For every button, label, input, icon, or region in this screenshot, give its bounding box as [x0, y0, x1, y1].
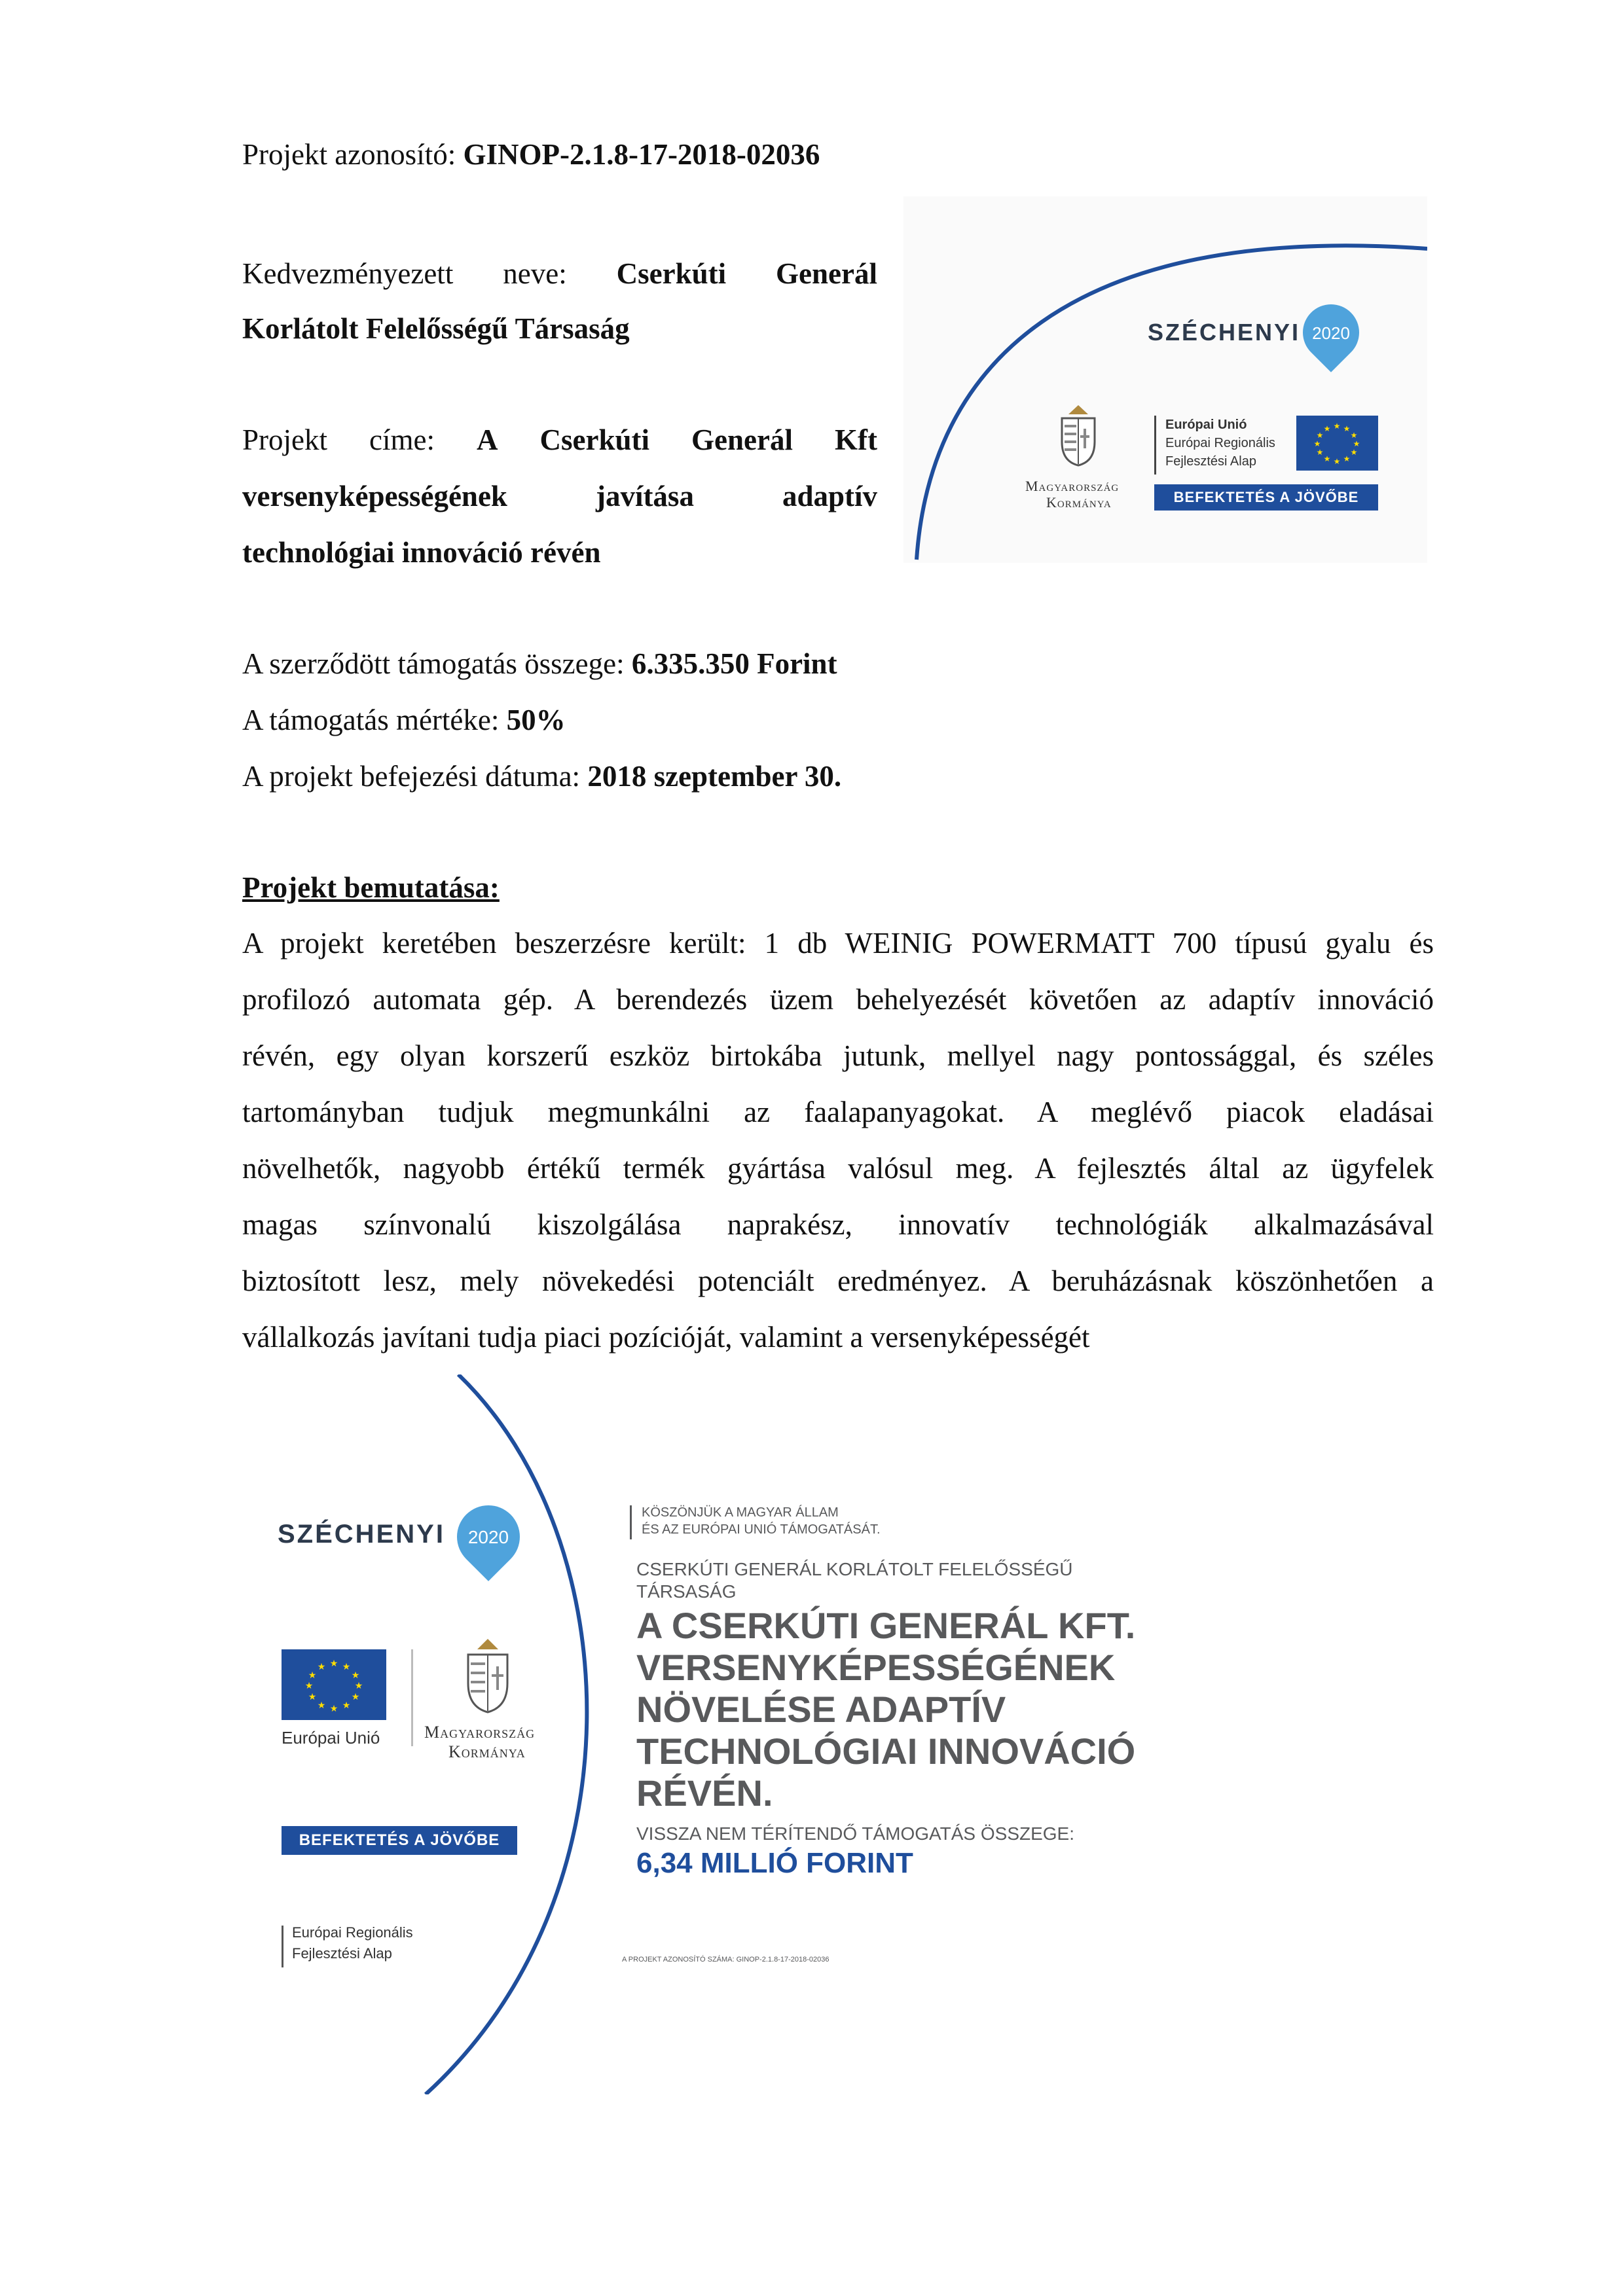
- project-title-line-1: [242, 420, 877, 459]
- end-date-value: 2018 szeptember 30.: [587, 760, 842, 793]
- svg-text:★: ★: [1323, 454, 1331, 463]
- project-title-word-2: Cserkúti: [539, 423, 650, 456]
- poster-project-id: A PROJEKT AZONOSÍTÓ SZÁMA: GINOP-2.1.8-17-2018-02036: [622, 1956, 830, 1964]
- svg-text:★: ★: [354, 1681, 363, 1691]
- svg-text:★: ★: [351, 1692, 360, 1702]
- poster-thanks-line1: KÖSZÖNJÜK A MAGYAR ÁLLAM: [642, 1505, 839, 1520]
- svg-text:★: ★: [1353, 439, 1360, 448]
- project-title-line-3: technológiai innováció révén: [242, 536, 601, 569]
- poster: [236, 1374, 1192, 2094]
- project-title-word-4: Kft: [835, 423, 877, 456]
- beneficiary-label-word-2: neve:: [503, 257, 567, 290]
- logo-top-gov-line1: Magyarország: [1025, 478, 1120, 494]
- project-id-line: [242, 135, 820, 174]
- description-paragraph: [242, 915, 1434, 1365]
- poster-amount-value: 6,34 MILLIÓ FORINT: [636, 1847, 913, 1879]
- description-line: magas színvonalú kiszolgálása naprakész, innovatív technológiák alkalmazásával: [242, 1208, 1434, 1241]
- logo-top-invest-banner: BEFEKTETÉS A JÖVŐBE: [1154, 484, 1378, 511]
- coat-of-arms-icon: [1055, 403, 1101, 468]
- eu-flag-icon: [1296, 416, 1378, 471]
- grant-amount-value: 6.335.350 Forint: [631, 647, 837, 680]
- description-line: A projekt keretében beszerzésre került: 1 db WEINIG POWERMATT 700 típusú gyalu és: [242, 927, 1434, 960]
- svg-text:★: ★: [317, 1662, 326, 1672]
- svg-text:★: ★: [342, 1700, 351, 1711]
- svg-text:★: ★: [1350, 448, 1358, 457]
- project-title-word-1: A: [477, 423, 498, 456]
- poster-logo-divider: [411, 1649, 413, 1746]
- poster-title-line: VERSENYKÉPESSÉGÉNEK: [636, 1647, 1116, 1688]
- svg-text:★: ★: [1333, 457, 1341, 466]
- svg-text:★: ★: [1350, 431, 1358, 440]
- logo-top-eu-line2: Európai Regionális: [1165, 436, 1275, 450]
- poster-company-line2: TÁRSASÁG: [636, 1581, 737, 1602]
- poster-title-line: RÉVÉN.: [636, 1772, 773, 1814]
- svg-text:★: ★: [1343, 424, 1351, 433]
- beneficiary-value-word-1: Cserkúti: [616, 257, 727, 290]
- poster-title-line: TECHNOLÓGIAI INNOVÁCIÓ: [636, 1731, 1136, 1772]
- logo-top-eu-title: Európai Unió: [1165, 418, 1247, 432]
- svg-text:★: ★: [1343, 454, 1351, 463]
- project-title-line2-word-1: versenyképességének: [242, 480, 507, 512]
- poster-gov-line2: Kormánya: [448, 1742, 526, 1761]
- svg-text:★: ★: [1323, 424, 1331, 433]
- logo-top-divider: [1154, 416, 1156, 475]
- svg-text:★: ★: [1316, 448, 1324, 457]
- grant-amount-label: A szerződött támogatás összege:: [242, 647, 632, 680]
- svg-text:★: ★: [317, 1700, 326, 1711]
- szechenyi-logo-top: [903, 196, 1427, 563]
- project-id-label: Projekt azonosító:: [242, 138, 464, 171]
- logo-top-gov-line2: Kormánya: [1046, 494, 1112, 511]
- grant-rate-line: [242, 700, 566, 740]
- svg-text:★: ★: [351, 1670, 360, 1681]
- end-date-label: A projekt befejezési dátuma:: [242, 760, 588, 793]
- poster-title-line: A CSERKÚTI GENERÁL KFT.: [636, 1605, 1136, 1646]
- project-title-word-3: Generál: [691, 423, 793, 456]
- poster-fund-line1: Európai Regionális: [292, 1924, 413, 1941]
- grant-amount-line: [242, 644, 837, 683]
- project-title-line2-word-2: javítása: [595, 480, 694, 512]
- poster-fund-divider: [282, 1926, 283, 1967]
- poster-brand: SZÉCHENYI: [278, 1520, 445, 1549]
- poster-coat-of-arms-icon: [462, 1636, 514, 1715]
- poster-eu-flag-icon: [282, 1649, 386, 1720]
- description-heading: Projekt bemutatása:: [242, 871, 500, 904]
- poster-year: 2020: [467, 1527, 509, 1547]
- beneficiary-value-word-2: Generál: [776, 257, 877, 290]
- grant-rate-value: 50%: [506, 704, 566, 736]
- svg-text:★: ★: [308, 1670, 317, 1681]
- poster-gov-line1: Magyarország: [424, 1723, 536, 1742]
- description-line: biztosított lesz, mely növekedési potenciált eredményez. A beruházásnak köszönhetően a: [242, 1265, 1434, 1297]
- svg-text:★: ★: [329, 1659, 338, 1669]
- project-title-label-word-1: Projekt: [242, 423, 327, 456]
- svg-text:★: ★: [1316, 431, 1324, 440]
- description-line: révén, egy olyan korszerű eszköz birtokába jutunk, mellyel nagy pontossággal, és széles: [242, 1039, 1434, 1072]
- poster-amount-label: VISSZA NEM TÉRÍTENDŐ TÁMOGATÁS ÖSSZEGE:: [636, 1823, 1075, 1844]
- svg-text:★: ★: [329, 1704, 338, 1714]
- poster-eu-label: Európai Unió: [282, 1728, 380, 1748]
- description-line: növelhetők, nagyobb értékű termék gyártása valósul meg. A fejlesztés által az ügyfelek: [242, 1152, 1434, 1185]
- poster-title-line: NÖVELÉSE ADAPTÍV: [636, 1689, 1006, 1730]
- poster-thanks-divider: [630, 1505, 632, 1539]
- description-line: vállalkozás javítani tudja piaci pozícióját, valamint a versenyképességét: [242, 1321, 1090, 1354]
- svg-text:★: ★: [304, 1681, 314, 1691]
- project-title-line2-word-3: adaptív: [782, 480, 877, 512]
- logo-top-brand: SZÉCHENYI: [1148, 319, 1301, 346]
- beneficiary-line-2: Korlátolt Felelősségű Társaság: [242, 312, 630, 345]
- poster-invest-banner: BEFEKTETÉS A JÖVŐBE: [282, 1826, 517, 1855]
- project-title-label-word-2: címe:: [369, 423, 435, 456]
- beneficiary-line-1: [242, 254, 877, 293]
- svg-text:★: ★: [342, 1662, 351, 1672]
- grant-rate-label: A támogatás mértéke:: [242, 704, 507, 736]
- svg-text:★: ★: [1333, 422, 1341, 431]
- svg-text:★: ★: [1313, 439, 1321, 448]
- poster-fund-line2: Fejlesztési Alap: [292, 1945, 392, 1962]
- beneficiary-label-word-1: Kedvezményezett: [242, 257, 454, 290]
- svg-text:★: ★: [308, 1692, 317, 1702]
- logo-top-year: 2020: [1312, 323, 1350, 343]
- project-id-value: GINOP-2.1.8-17-2018-02036: [463, 138, 820, 171]
- poster-thanks-line2: ÉS AZ EURÓPAI UNIÓ TÁMOGATÁSÁT.: [642, 1522, 881, 1537]
- end-date-line: [242, 757, 841, 796]
- description-line: tartományban tudjuk megmunkálni az faalapanyagokat. A meglévő piacok eladásai: [242, 1096, 1434, 1128]
- logo-top-eu-line3: Fejlesztési Alap: [1165, 454, 1256, 469]
- description-line: profilozó automata gép. A berendezés üzem behelyezését követően az adaptív innováció: [242, 983, 1434, 1016]
- poster-company-line1: CSERKÚTI GENERÁL KORLÁTOLT FELELŐSSÉGŰ: [636, 1559, 1073, 1579]
- project-title-line-2: [242, 476, 877, 516]
- poster-title: [636, 1605, 1135, 1814]
